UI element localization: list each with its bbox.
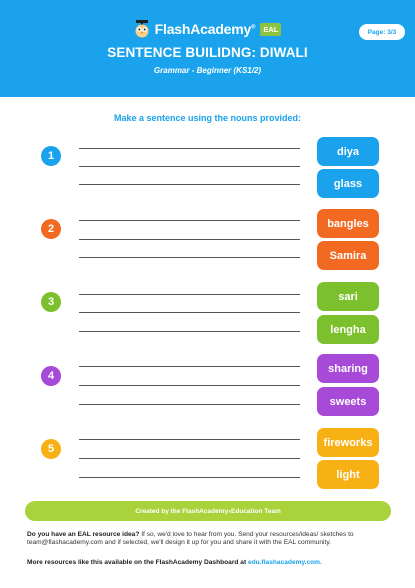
answer-line[interactable] bbox=[79, 312, 300, 313]
answer-line[interactable] bbox=[79, 366, 300, 367]
noun-card: glass bbox=[317, 169, 379, 198]
answer-line[interactable] bbox=[79, 166, 300, 167]
answer-line[interactable] bbox=[79, 458, 300, 459]
noun-card: sari bbox=[317, 282, 379, 311]
brand-name: FlashAcademy® bbox=[154, 21, 256, 37]
noun-card: sweets bbox=[317, 387, 379, 416]
answer-line[interactable] bbox=[79, 257, 300, 258]
noun-card: bangles bbox=[317, 209, 379, 238]
answer-line[interactable] bbox=[79, 148, 300, 149]
owl-mascot-icon bbox=[134, 20, 150, 38]
instruction-text: Make a sentence using the nouns provided: bbox=[113, 113, 302, 123]
question-number-3: 3 bbox=[41, 292, 61, 312]
answer-line[interactable] bbox=[79, 439, 300, 440]
dashboard-link[interactable]: edu.flashacademy.com. bbox=[247, 559, 322, 566]
noun-card: Samira bbox=[317, 241, 379, 270]
question-number-2: 2 bbox=[41, 219, 61, 239]
more-resources-text: More resources like this available on the FlashAcademy Dashboard at edu.flashacademy.com. bbox=[27, 559, 322, 566]
question-number-5: 5 bbox=[41, 439, 61, 459]
noun-card: light bbox=[317, 460, 379, 489]
answer-line[interactable] bbox=[79, 331, 300, 332]
page-subtitle: Grammar - Beginner (KS1/2) bbox=[153, 66, 262, 75]
logo bbox=[0, 20, 415, 38]
noun-card: fireworks bbox=[317, 428, 379, 457]
answer-line[interactable] bbox=[79, 220, 300, 221]
noun-card: diya bbox=[317, 137, 379, 166]
answer-line[interactable] bbox=[79, 294, 300, 295]
answer-line[interactable] bbox=[79, 385, 300, 386]
page-indicator: Page: 3/3 bbox=[359, 24, 405, 40]
noun-card: sharing bbox=[317, 354, 379, 383]
page-title: SENTENCE BUILIDNG: DIWALI bbox=[107, 45, 308, 60]
answer-line[interactable] bbox=[79, 184, 300, 185]
resource-idea-text: Do you have an EAL resource idea? If so, we'd love to hear from you. Send your resources/ideas/ sketches to team@flashacademy.com and if selected, we'll design it up for you and share it with the EAL community. bbox=[27, 531, 354, 547]
question-number-4: 4 bbox=[41, 366, 61, 386]
answer-line[interactable] bbox=[79, 239, 300, 240]
noun-card: lengha bbox=[317, 315, 379, 344]
question-number-1: 1 bbox=[41, 146, 61, 166]
credit-banner: Created by the FlashAcademy ® Education Team bbox=[25, 501, 391, 521]
answer-line[interactable] bbox=[79, 477, 300, 478]
eal-badge: EAL bbox=[260, 23, 281, 36]
answer-line[interactable] bbox=[79, 404, 300, 405]
header-banner bbox=[0, 0, 415, 97]
